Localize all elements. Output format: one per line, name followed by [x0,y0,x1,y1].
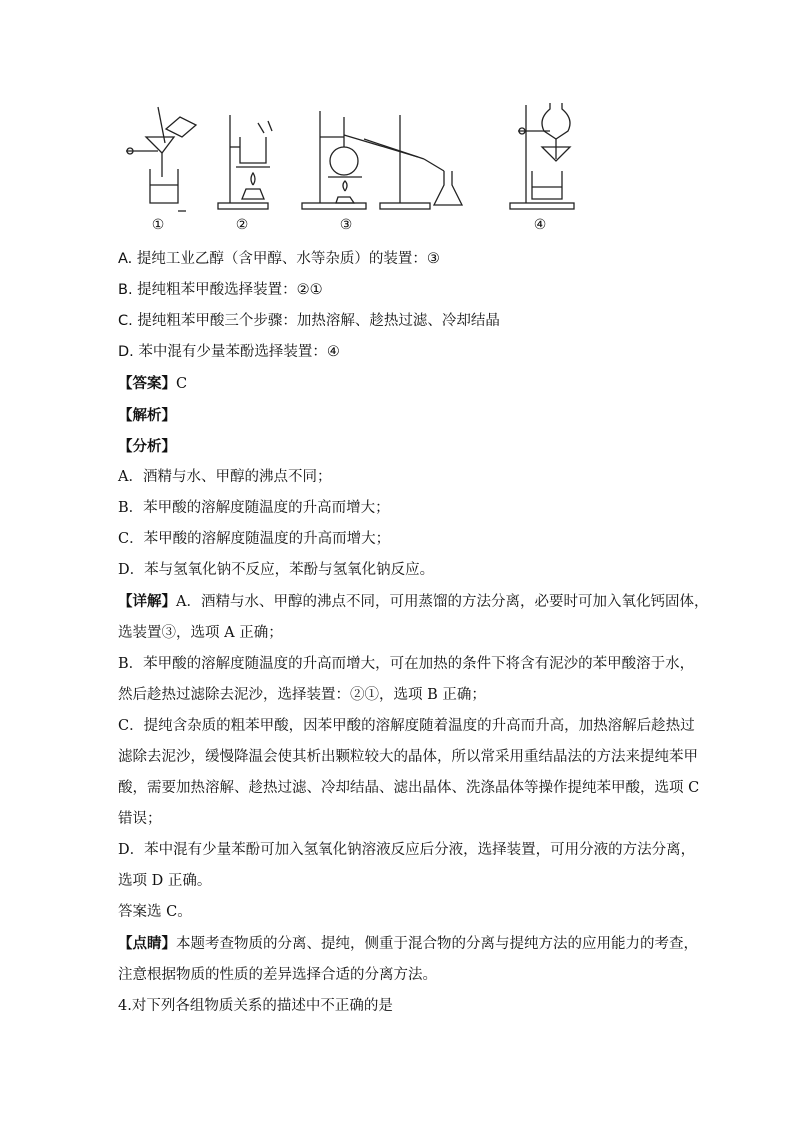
figure-label-2: ② [235,217,249,233]
fenxi-c: C．苯甲酸的溶解度随温度的升高而增大； [118,531,391,547]
answer-line [118,368,678,400]
figure-label-4: ④ [533,217,547,233]
detail-line-4: 然后趁热过滤除去泥沙，选择装置：②①，选项 B 正确； [118,687,486,703]
conclusion: 答案选 C。 [118,904,192,920]
fenxi-a: A．酒精与水、甲醇的沸点不同； [118,469,332,485]
detail-line-6: 滤除去泥沙，缓慢降温会使其析出颗粒较大的晶体，所以常采用重结晶法的方法来提纯苯甲 [118,749,698,765]
detail-line-10: 选项 D 正确。 [118,873,212,889]
comment-text-1: 本题考查物质的分离、提纯，侧重于混合物的分离与提纯方法的应用能力的考查， [176,936,698,952]
apparatus-figure [118,95,598,241]
analysis-tag: 【解析】 [118,407,176,424]
figure-label-3: ③ [339,217,353,233]
option-c: C. 提纯粗苯甲酸三个步骤：加热溶解、趁热过滤、冷却结晶 [118,313,500,329]
detail-line-7: 酸，需要加热溶解、趁热过滤、冷却结晶、滤出晶体、洗涤晶体等操作提纯苯甲酸，选项 C [118,780,700,796]
answer-value: C [176,376,188,392]
fenxi-b: B．苯甲酸的溶解度随温度的升高而增大； [118,500,390,516]
apparatus-drawing [118,95,598,217]
answer-tag: 【答案】 [118,375,176,392]
detail-tag: 【详解】 [118,593,176,610]
distillation-apparatus [302,111,462,209]
heating-apparatus [218,115,272,209]
option-b: B. 提纯粗苯甲酸选择装置：②① [118,282,323,298]
figure-label-1: ① [151,217,165,233]
comment-line-1 [118,928,698,960]
fenxi-tag: 【分析】 [118,438,176,455]
option-a: A. 提纯工业乙醇（含甲醇、水等杂质）的装置：③ [118,251,440,267]
detail-line-8: 错误； [118,811,162,827]
separatory-funnel-apparatus [510,103,574,209]
detail-line-5: C．提纯含杂质的粗苯甲酸，因苯甲酸的溶解度随着温度的升高而升高，加热溶解后趁热过 [118,718,695,734]
detail-line-1 [118,586,709,618]
next-question: 4.对下列各组物质关系的描述中不正确的是 [118,998,393,1014]
comment-line-2: 注意根据物质的性质的差异选择合适的分离方法。 [118,967,437,983]
filtration-apparatus [126,107,196,211]
detail-line-9: D．苯中混有少量苯酚可加入氢氧化钠溶液反应后分液，选择装置，可用分液的方法分离， [118,842,696,858]
detail-line-2: 选装置③，选项 A 正确； [118,625,283,641]
fenxi-d: D．苯与氢氧化钠不反应，苯酚与氢氧化钠反应。 [118,562,435,578]
comment-tag: 【点睛】 [118,935,176,952]
question-content [118,244,709,1022]
detail-line-3: B．苯甲酸的溶解度随温度的升高而增大，可在加热的条件下将含有泥沙的苯甲酸溶于水， [118,656,695,672]
option-d: D. 苯中混有少量苯酚选择装置：④ [118,344,340,360]
detail-text-1: A．酒精与水、甲醇的沸点不同，可用蒸馏的方法分离，必要时可加入氧化钙固体， [176,594,709,610]
